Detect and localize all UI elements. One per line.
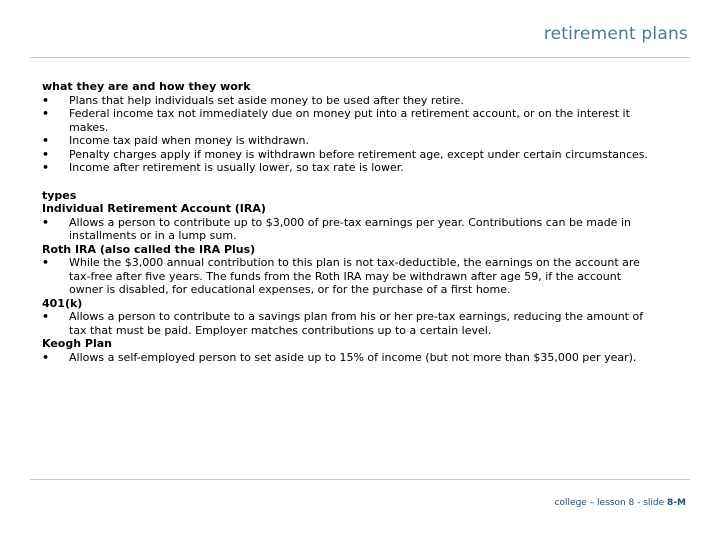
- bullet-icon: •: [42, 161, 50, 174]
- bullet-icon: •: [42, 93, 50, 107]
- section-spacer: [42, 175, 652, 189]
- bottom-divider: [30, 479, 690, 480]
- section-heading-overview: what they are and how they work: [42, 80, 251, 93]
- bullet-icon: •: [42, 215, 50, 229]
- bullet-icon: •: [42, 134, 50, 147]
- plan-name-keogh: Keogh Plan: [42, 337, 112, 350]
- slide-content: [42, 80, 652, 364]
- plan-name-roth-ira: Roth IRA (also called the IRA Plus): [42, 242, 256, 256]
- plan-roth-ira-list: [42, 256, 652, 297]
- plan-name-ira: Individual Retirement Account (IRA): [42, 202, 266, 215]
- list-item: • Allows a person to contribute up to $3,000 of pre-tax earnings per year. Contributions can be made in installments or in a lump sum.: [42, 215, 631, 242]
- plan-keogh-list: [42, 351, 652, 365]
- list-item: • Plans that help individuals set aside money to be used after they retire.: [42, 93, 464, 107]
- bullet-icon: •: [42, 310, 50, 323]
- footer-text: college – lesson 8 - slide: [554, 498, 668, 508]
- list-item: • Penalty charges apply if money is withdrawn before retirement age, except under certain circumstances.: [42, 147, 649, 161]
- slide-footer: [555, 498, 686, 508]
- bullet-icon: •: [42, 147, 50, 161]
- list-item: • Allows a self-employed person to set aside up to 15% of income (but not more than $35,000 per year).: [42, 350, 637, 364]
- list-item: • Federal income tax not immediately due on money put into a retirement account, or on the interest it makes.: [42, 107, 630, 134]
- list-item: • While the $3,000 annual contribution to this plan is not tax-deductible, the earnings on the account are tax-free after five years. The funds from the Roth IRA may be withdrawn after age 59, if the account owner is disabled, for educational expenses, or for the purchase of a first home.: [42, 256, 640, 296]
- list-item: • Allows a person to contribute to a savings plan from his or her pre-tax earnings, reducing the amount of tax that must be paid. Employer matches contributions up to a certain level.: [42, 310, 644, 337]
- top-divider: [30, 57, 690, 58]
- bullet-icon: •: [42, 107, 50, 120]
- overview-list: [42, 94, 652, 175]
- plan-ira-list: [42, 216, 652, 243]
- slide-number: 8-M: [667, 498, 686, 508]
- list-item: • Income tax paid when money is withdrawn.: [42, 134, 310, 147]
- bullet-icon: •: [42, 256, 50, 269]
- slide-title: retirement plans: [543, 24, 688, 44]
- section-heading-types: types: [42, 188, 77, 202]
- plan-name-401k: 401(k): [42, 296, 83, 310]
- list-item: • Income after retirement is usually lower, so tax rate is lower.: [42, 161, 404, 174]
- plan-401k-list: [42, 310, 652, 337]
- bullet-icon: •: [42, 350, 50, 364]
